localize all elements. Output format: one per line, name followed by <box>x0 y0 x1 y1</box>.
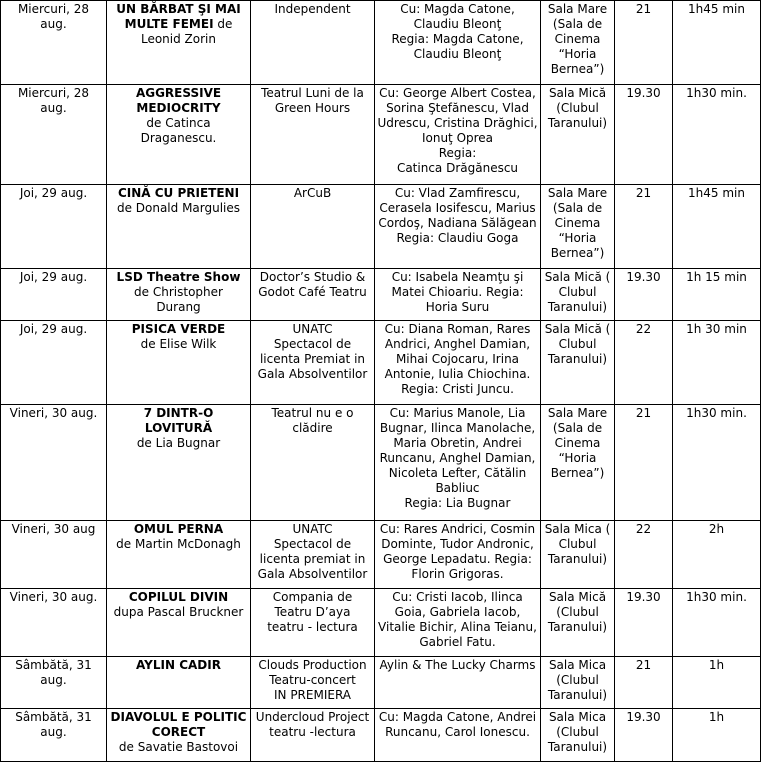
company-line: teatru - lectura <box>267 620 358 634</box>
cast-cell <box>375 589 541 657</box>
company-line: Teatrul nu e o clădire <box>271 406 354 435</box>
show-cell <box>107 1 251 85</box>
company-cell <box>251 1 375 85</box>
duration-cell: 1h <box>673 657 761 709</box>
cast-line: Cu: Marius Manole, Lia Bugnar, Ilinca Manolache, Maria Obretin, Andrei Runcanu, Anghel Damian, Nicoleta Lefter, Cătălin Babliuc <box>379 406 536 495</box>
company-line: Spectacol de licenta Premiat in Gala Absolventilor <box>257 337 368 381</box>
show-cell <box>107 85 251 185</box>
table-row <box>1 1 761 85</box>
cast-cell <box>375 321 541 405</box>
table-row <box>1 405 761 521</box>
company-line: Teatru-concert <box>269 673 356 687</box>
time-cell: 21 <box>615 657 673 709</box>
show-title: CINĂ CU PRIETENI <box>117 186 240 200</box>
date-cell: Sâmbătă, 31 aug. <box>1 657 107 709</box>
company-cell <box>251 709 375 762</box>
company-line: UNATC <box>292 322 333 336</box>
company-cell <box>251 321 375 405</box>
venue-cell: Sala Mică (Clubul Taranului) <box>541 85 615 185</box>
company-cell <box>251 405 375 521</box>
cast-line: Cu: Magda Catone, Claudiu Bleonţ <box>400 2 515 31</box>
venue-cell: Sala Mica (Clubul Taranului) <box>541 657 615 709</box>
duration-cell: 1h30 min. <box>673 589 761 657</box>
time-cell: 21 <box>615 1 673 85</box>
time-cell: 22 <box>615 321 673 405</box>
show-cell <box>107 657 251 709</box>
duration-cell: 1h 15 min <box>673 269 761 321</box>
cast-line: Cu: George Albert Costea, Sorina Ştefănescu, Vlad Udrescu, Cristina Drăghici, Ionuţ Oprea <box>377 86 538 145</box>
show-author: de Martin McDonagh <box>116 537 241 551</box>
duration-cell: 1h30 min. <box>673 405 761 521</box>
show-author: de Donald Margulies <box>116 201 241 215</box>
show-title: UN BĂRBAT ŞI MAI MULTE FEMEI <box>116 2 241 31</box>
show-cell <box>107 269 251 321</box>
cast-cell <box>375 85 541 185</box>
cast-cell <box>375 269 541 321</box>
show-cell <box>107 709 251 762</box>
show-title: DIAVOLUL E POLITIC CORECT <box>110 710 247 739</box>
company-line: UNATC <box>292 522 333 536</box>
cast-cell <box>375 521 541 589</box>
table-row <box>1 521 761 589</box>
company-line: teatru -lectura <box>269 725 356 739</box>
date-cell: Joi, 29 aug. <box>1 185 107 269</box>
venue-cell: Sala Mare (Sala de Cinema “Horia Bernea”) <box>541 405 615 521</box>
show-author: dupa Pascal Bruckner <box>113 605 244 619</box>
cast-line: Cu: Isabela Neamţu şi Matei Chioariu. Regia: Horia Suru <box>391 270 524 314</box>
company-line: Compania de Teatru D’aya <box>272 590 353 619</box>
table-row <box>1 589 761 657</box>
show-title: OMUL PERNA <box>133 522 224 536</box>
company-cell <box>251 269 375 321</box>
show-author: de Christopher Durang <box>134 285 223 314</box>
show-title: AYLIN CADIR <box>136 658 221 672</box>
show-author: de Catinca Draganescu. <box>140 116 217 145</box>
show-author: de Leonid Zorin <box>140 17 233 46</box>
table-row <box>1 657 761 709</box>
time-cell: 19.30 <box>615 589 673 657</box>
company-line: Doctor’s Studio & Godot Café Teatru <box>258 270 367 299</box>
company-line: Clouds Production <box>258 658 367 672</box>
cast-line: Cu: Rares Andrici, Cosmin Dominte, Tudor Andronic, George Lepadatu. Regia: Florin Grigoras. <box>379 522 536 581</box>
time-cell: 21 <box>615 405 673 521</box>
time-cell: 21 <box>615 185 673 269</box>
cast-line: Cu: Magda Catone, Andrei Runcanu, Carol Ionescu. <box>378 710 537 739</box>
show-cell <box>107 185 251 269</box>
cast-line: Cu: Cristi Iacob, Ilinca Goia, Gabriela Iacob, Vitalie Bichir, Alina Teianu, Gabriel Fatu. <box>378 590 537 649</box>
company-line: Teatrul Luni de la Green Hours <box>261 86 364 115</box>
show-title: COPILUL DIVIN <box>128 590 229 604</box>
time-cell: 19.30 <box>615 85 673 185</box>
table-row <box>1 85 761 185</box>
date-cell: Joi, 29 aug. <box>1 321 107 405</box>
show-cell <box>107 589 251 657</box>
date-cell: Vineri, 30 aug. <box>1 589 107 657</box>
company-cell <box>251 185 375 269</box>
show-author: de Elise Wilk <box>140 337 217 351</box>
date-cell: Joi, 29 aug. <box>1 269 107 321</box>
company-line: Independent <box>274 2 351 16</box>
time-cell: 19.30 <box>615 269 673 321</box>
venue-cell: Sala Mică ( Clubul Taranului) <box>541 321 615 405</box>
company-cell <box>251 589 375 657</box>
duration-cell: 1h45 min <box>673 1 761 85</box>
table-row <box>1 321 761 405</box>
table-row <box>1 269 761 321</box>
program-table-body <box>1 1 761 762</box>
company-line: Undercloud Project <box>255 710 370 724</box>
table-row <box>1 709 761 762</box>
venue-cell: Sala Mică ( Clubul Taranului) <box>541 269 615 321</box>
cast-cell <box>375 1 541 85</box>
cast-line: Regia: <box>438 146 477 160</box>
table-row <box>1 185 761 269</box>
cast-line: Cu: Diana Roman, Rares Andrici, Anghel Damian, Mihai Cojocaru, Irina Antonie, Iulia Chiochina. <box>384 322 531 381</box>
cast-line: Regia: Lia Bugnar <box>404 496 511 510</box>
cast-cell <box>375 185 541 269</box>
cast-cell <box>375 657 541 709</box>
show-author: de Savatie Bastovoi <box>118 740 239 754</box>
cast-line: Regia: Magda Catone, Claudiu Bleonţ <box>391 32 524 61</box>
show-title: PISICA VERDE <box>131 322 226 336</box>
duration-cell: 1h <box>673 709 761 762</box>
cast-line: Regia: Cristi Juncu. <box>401 382 514 396</box>
cast-cell <box>375 405 541 521</box>
time-cell: 22 <box>615 521 673 589</box>
cast-line: Aylin & The Lucky Charms <box>379 658 536 672</box>
date-cell: Vineri, 30 aug <box>1 521 107 589</box>
show-cell <box>107 321 251 405</box>
show-cell <box>107 405 251 521</box>
show-title: 7 DINTR-O LOVITURĂ <box>143 406 214 435</box>
duration-cell: 1h 30 min <box>673 321 761 405</box>
venue-cell: Sala Mica ( Clubul Taranului) <box>541 521 615 589</box>
duration-cell: 2h <box>673 521 761 589</box>
date-cell: Miercuri, 28 aug. <box>1 85 107 185</box>
company-cell <box>251 85 375 185</box>
show-author: de Lia Bugnar <box>136 436 221 450</box>
company-line: ArCuB <box>293 186 332 200</box>
show-title: AGGRESSIVE MEDIOCRITY <box>135 86 222 115</box>
venue-cell: Sala Mare (Sala de Cinema “Horia Bernea”) <box>541 1 615 85</box>
cast-line: Catinca Drăgănescu <box>396 161 519 175</box>
company-cell <box>251 521 375 589</box>
date-cell: Miercuri, 28 aug. <box>1 1 107 85</box>
show-title: LSD Theatre Show <box>116 270 241 284</box>
date-cell: Vineri, 30 aug. <box>1 405 107 521</box>
venue-cell: Sala Mare (Sala de Cinema “Horia Bernea”) <box>541 185 615 269</box>
company-line: Spectacol de licenta premiat in Gala Absolventilor <box>257 537 368 581</box>
company-line: IN PREMIERA <box>273 688 352 702</box>
company-cell <box>251 657 375 709</box>
show-cell <box>107 521 251 589</box>
venue-cell: Sala Mică (Clubul Taranului) <box>541 589 615 657</box>
time-cell: 19.30 <box>615 709 673 762</box>
date-cell: Sâmbătă, 31 aug. <box>1 709 107 762</box>
venue-cell: Sala Mica (Clubul Taranului) <box>541 709 615 762</box>
duration-cell: 1h45 min <box>673 185 761 269</box>
cast-line: Cu: Vlad Zamfirescu, Cerasela Iosifescu, Marius Cordoş, Nadiana Sălăgean Regia: Claudiu Goga <box>378 186 537 245</box>
cast-cell <box>375 709 541 762</box>
duration-cell: 1h30 min. <box>673 85 761 185</box>
